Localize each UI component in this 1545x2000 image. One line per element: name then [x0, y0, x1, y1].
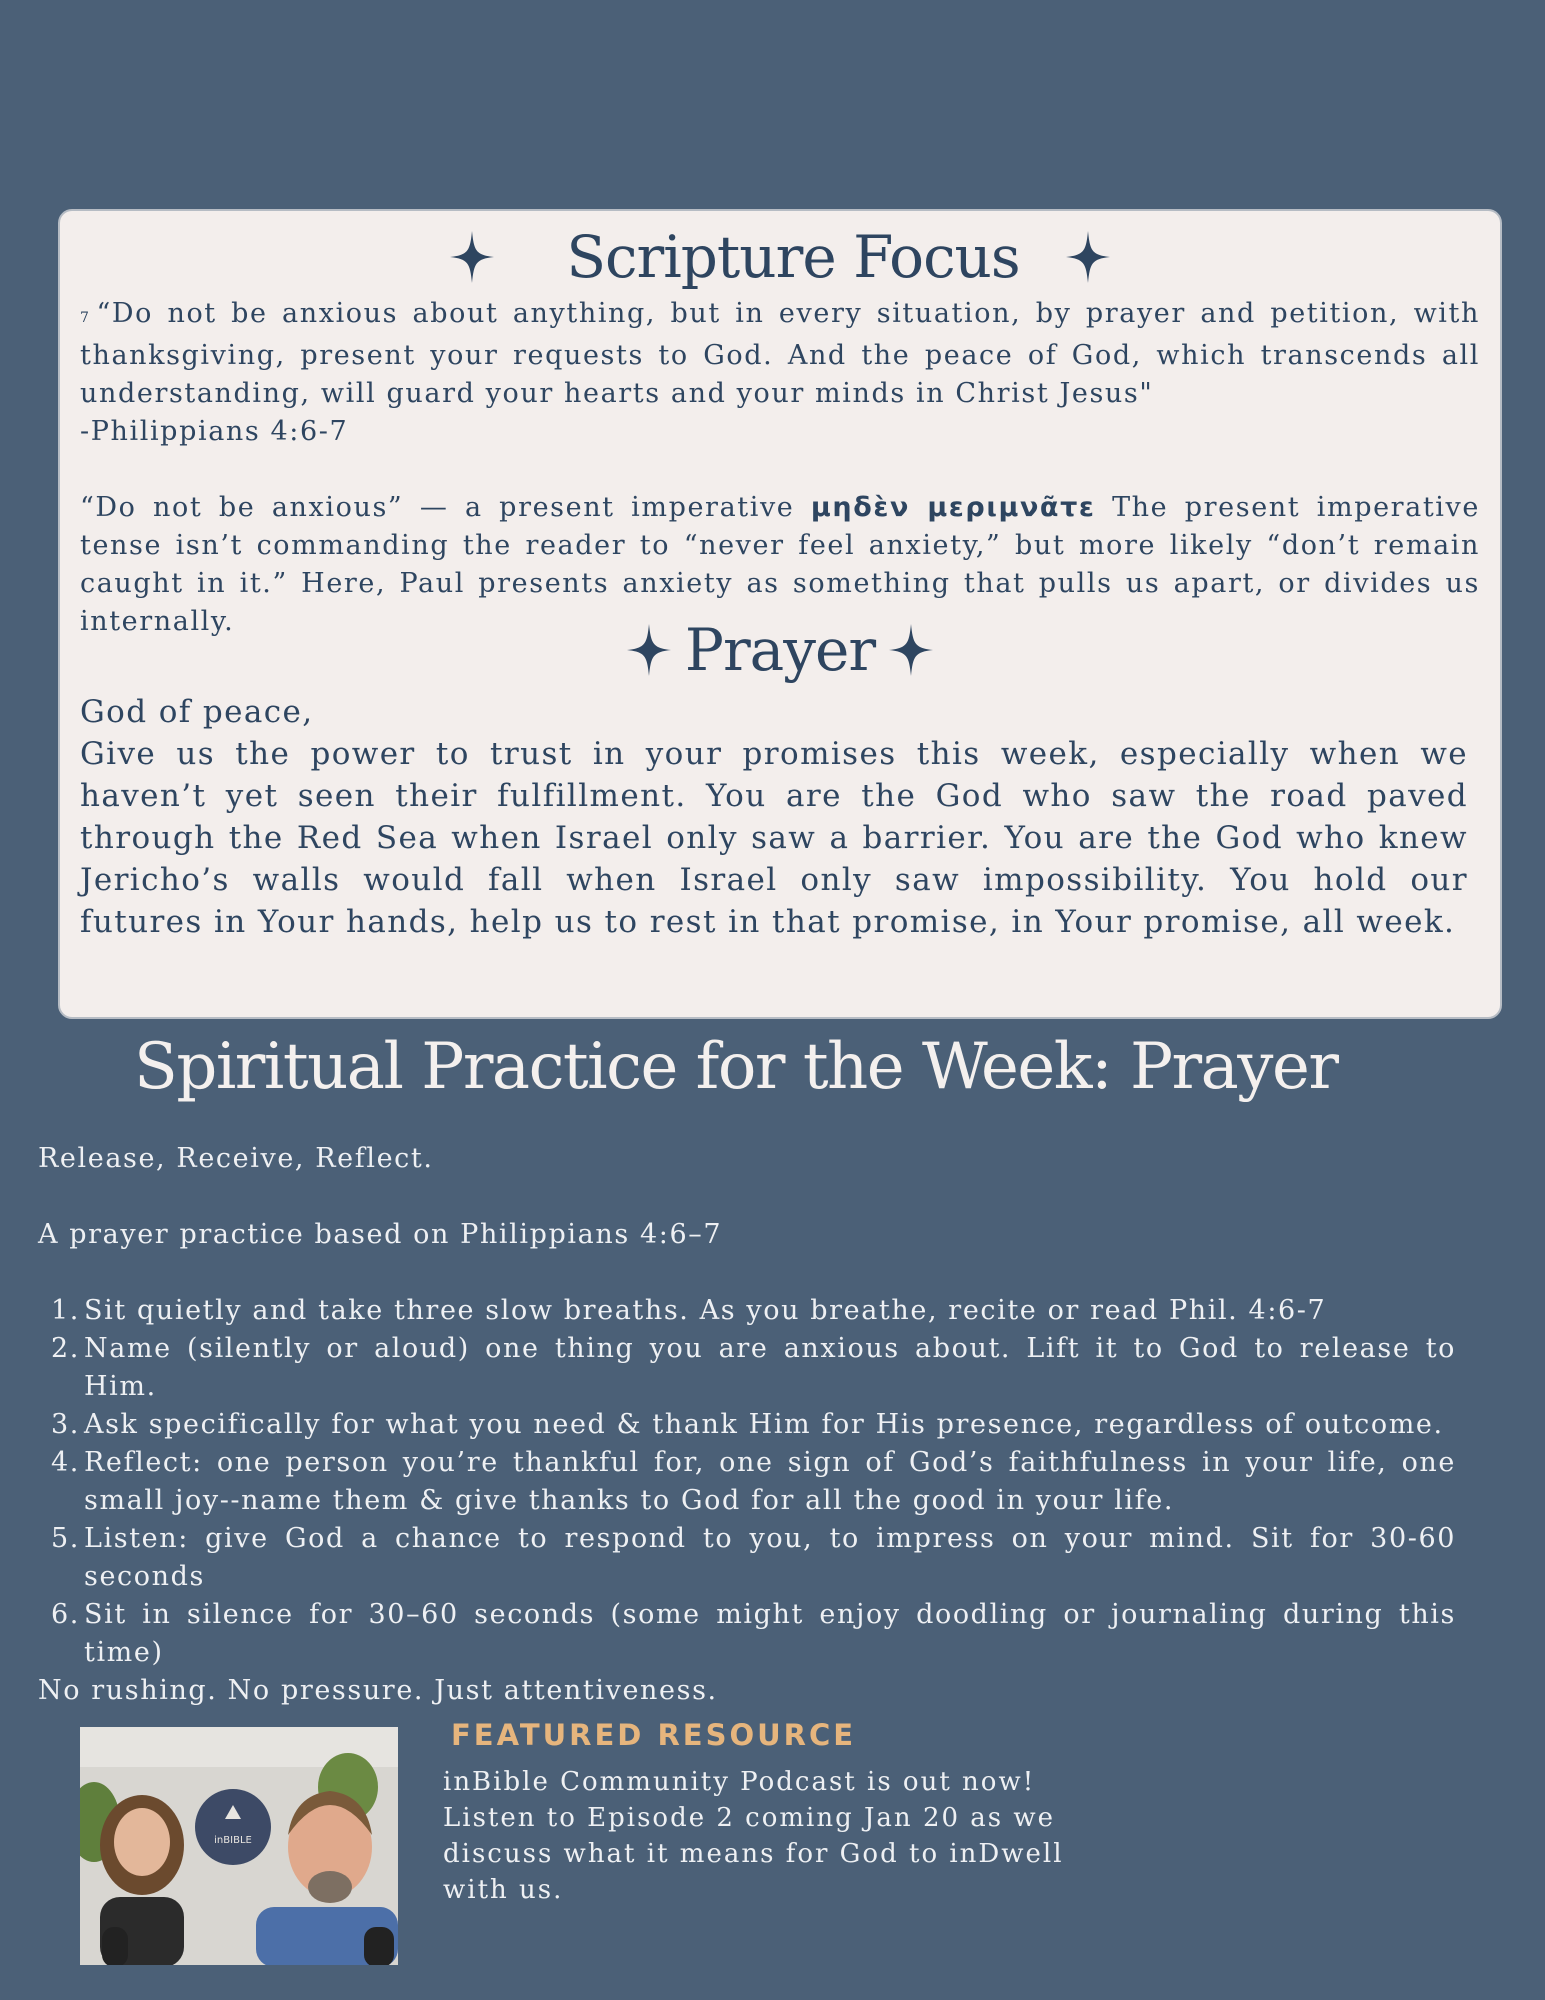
featured-resource-text: inBible Community Podcast is out now! Listen to Episode 2 coming Jan 20 as we discuss what it means for God to inDwell with us. — [443, 1767, 1064, 1905]
greek-phrase: μηδὲν μεριμνᾶτε — [810, 492, 1096, 523]
practice-step: 6. Sit in silence for 30–60 seconds (some might enjoy doodling or journaling during this time) — [51, 1599, 1456, 1668]
practice-subtitle: A prayer practice based on Philippians 4:6–7 — [38, 1219, 723, 1250]
sparkle-star-icon — [627, 624, 671, 676]
photo-logo-text: inBIBLE — [214, 1835, 252, 1846]
practice-step: 4. Reflect: one person you’re thankful for, one sign of God’s faithfulness in your life, one small joy--name them & give thanks to God for all the good in your life. — [51, 1447, 1456, 1516]
verse-number: 7 — [80, 310, 91, 326]
sparkle-star-icon — [889, 624, 933, 676]
prayer-text — [80, 691, 1468, 943]
scripture-focus-title: Scripture Focus — [566, 223, 1020, 291]
prayer-body: Give us the power to trust in your promises this week, especially when we haven’t yet seen their fulfillment. You are the God who saw the road paved through the Red Sea when Israel only saw a barrier. You are the God who knew Jericho’s walls would fall when Israel only saw impossibility. You hold our futures in Your hands, help us to rest in that promise, in Your promise, all week. — [80, 736, 1468, 940]
practice-step: 1. Sit quietly and take three slow breaths. As you breathe, recite or read Phil. 4:6-7 — [51, 1295, 1327, 1326]
commentary-body: The present imperative tense isn’t commanding the reader to “never feel anxiety,” but more likely “don’t remain caught in it.” Here, Paul presents anxiety as something that pulls us apart, or divides us internally. — [80, 492, 1480, 637]
practice-closing: No rushing. No pressure. Just attentiveness. — [38, 1675, 718, 1706]
prayer-title: Prayer — [684, 616, 876, 684]
practice-step: 2. Name (silently or aloud) one thing you are anxious about. Lift it to God to release to Him. — [51, 1333, 1456, 1402]
podcast-hosts-photo — [80, 1727, 398, 1965]
verse-text: “Do not be anxious about anything, but in every situation, by prayer and petition, with thanksgiving, present your requests to God. And the peace of God, which transcends all understanding, will guard your hearts and your minds in Christ Jesus" — [80, 298, 1480, 409]
practice-tagline: Release, Receive, Reflect. — [38, 1143, 434, 1174]
featured-resource-label: FEATURED RESOURCE — [451, 1718, 857, 1752]
commentary-intro: “Do not be anxious” — a present imperative — [80, 492, 795, 523]
sparkle-star-icon — [1066, 231, 1110, 283]
verse-reference: -Philippians 4:6-7 — [80, 416, 349, 447]
practice-title: Spiritual Practice for the Week: Prayer — [134, 1030, 1338, 1104]
practice-step: 5. Listen: give God a chance to respond to you, to impress on your mind. Sit for 30-60 seconds — [51, 1523, 1456, 1592]
practice-step: 3. Ask specifically for what you need & thank Him for His presence, regardless of outcome. — [51, 1409, 1444, 1440]
scripture-card — [58, 209, 1502, 1019]
scripture-heading — [60, 223, 1500, 291]
prayer-salutation: God of peace, — [80, 694, 314, 730]
scripture-verse — [80, 295, 1480, 451]
prayer-heading — [60, 616, 1500, 684]
sparkle-star-icon — [450, 231, 494, 283]
practice-section — [38, 1140, 1456, 1710]
practice-steps-list — [38, 1292, 1456, 1672]
